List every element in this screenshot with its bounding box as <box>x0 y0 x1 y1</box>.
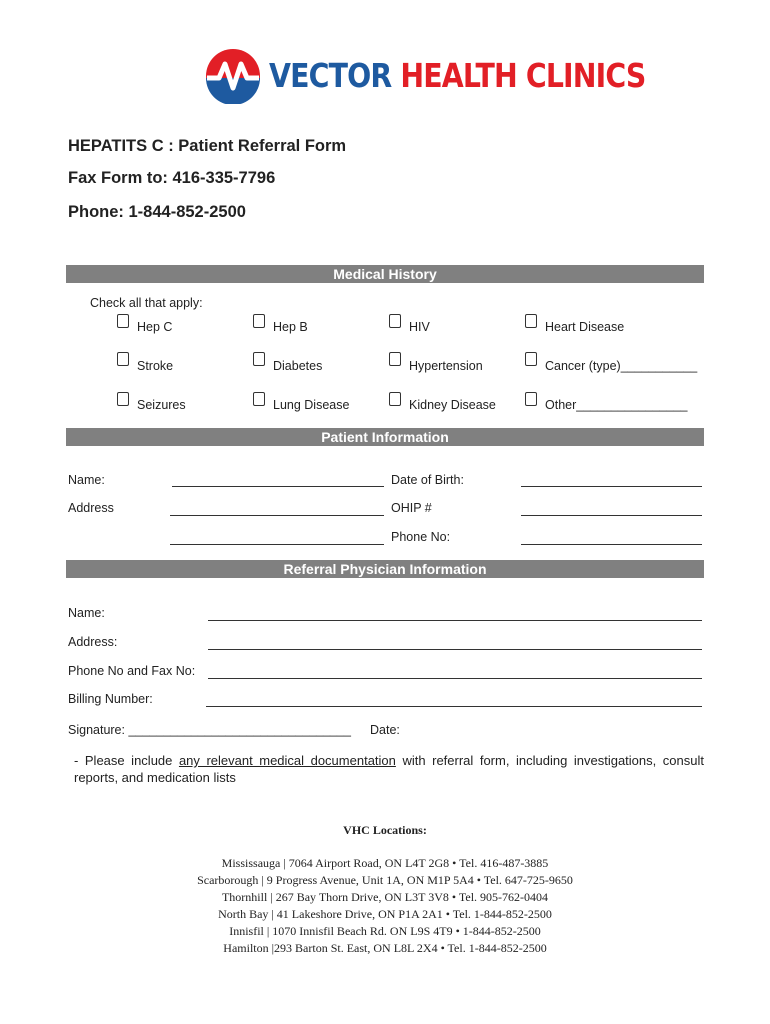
checkbox-label: Hep C <box>137 320 173 334</box>
checkbox-label: Cancer (type)___________ <box>545 359 698 373</box>
billing-number-label: Billing Number: <box>68 692 153 706</box>
signature-label: Signature: ________________________________ <box>68 723 351 737</box>
checkbox-label: Hep B <box>273 320 308 334</box>
documentation-note <box>74 752 704 786</box>
logo-wordmark <box>269 56 645 95</box>
patient-address-label: Address <box>68 501 114 515</box>
note-underlined-text: any relevant medical documentation <box>178 753 396 768</box>
physician-address-field[interactable] <box>208 649 702 650</box>
checkbox-label: Kidney Disease <box>409 398 496 412</box>
checkbox-label: Stroke <box>137 359 174 373</box>
referral-physician-heading: Referral Physician Information <box>66 560 704 578</box>
locations-title: VHC Locations: <box>343 823 427 837</box>
checkbox-label: Seizures <box>137 398 186 412</box>
checkbox-seizures[interactable] <box>117 392 129 406</box>
phone-number: Phone: 1-844-852-2500 <box>68 203 246 221</box>
patient-address-field[interactable] <box>170 515 384 516</box>
location-line: Scarborough | 9 Progress Avenue, Unit 1A, ON M1P 5A4 • Tel. 647-725-9650 <box>197 873 573 887</box>
checkbox-label: HIV <box>409 320 430 334</box>
checkbox-hiv[interactable] <box>389 314 401 328</box>
patient-ohip-field[interactable] <box>521 515 702 516</box>
checkbox-hypertension[interactable] <box>389 352 401 366</box>
checkbox-hep-c[interactable] <box>117 314 129 328</box>
patient-phone-label: Phone No: <box>391 530 451 544</box>
checkbox-lung-disease[interactable] <box>253 392 265 406</box>
checkbox-other[interactable] <box>525 392 537 406</box>
physician-phone-fax-field[interactable] <box>208 678 702 679</box>
checkbox-diabetes[interactable] <box>253 352 265 366</box>
checkbox-hep-b[interactable] <box>253 314 265 328</box>
physician-address-label: Address: <box>68 635 118 649</box>
patient-dob-field[interactable] <box>521 486 702 487</box>
checkbox-cancer[interactable] <box>525 352 537 366</box>
date-label: Date: <box>370 723 400 737</box>
patient-phone-field[interactable] <box>521 544 702 545</box>
check-all-instruction: Check all that apply: <box>90 296 203 310</box>
patient-address-line-2-field[interactable] <box>170 544 384 545</box>
checkbox-kidney-disease[interactable] <box>389 392 401 406</box>
location-line: North Bay | 41 Lakeshore Drive, ON P1A 2A1 • Tel. 1-844-852-2500 <box>218 907 552 921</box>
logo-word-health-clinics: HEALTH CLINICS <box>400 56 646 95</box>
checkbox-label: Other________________ <box>545 398 688 412</box>
location-line: Hamilton |293 Barton St. East, ON L8L 2X4 • Tel. 1-844-852-2500 <box>223 941 547 955</box>
checkbox-stroke[interactable] <box>117 352 129 366</box>
medical-history-heading: Medical History <box>66 265 704 283</box>
patient-ohip-label: OHIP # <box>391 501 432 515</box>
checkbox-label: Heart Disease <box>545 320 625 334</box>
vector-health-clinics-logo <box>205 48 646 110</box>
location-line: Thornhill | 267 Bay Thorn Drive, ON L3T 3V8 • Tel. 905-762-0404 <box>221 890 549 904</box>
note-prefix: - Please include <box>74 753 179 768</box>
patient-name-label: Name: <box>68 473 105 487</box>
heartbeat-logo-icon <box>205 48 261 104</box>
logo-word-vector: VECTOR <box>269 56 392 95</box>
location-line: Innisfil | 1070 Innisfil Beach Rd. ON L9S 4T9 • 1-844-852-2500 <box>229 924 541 938</box>
fax-number: Fax Form to: 416-335-7796 <box>68 169 276 187</box>
physician-phone-fax-label: Phone No and Fax No: <box>68 664 196 678</box>
patient-name-field[interactable] <box>172 486 384 487</box>
physician-name-label: Name: <box>68 606 105 620</box>
location-line: Mississauga | 7064 Airport Road, ON L4T 2G8 • Tel. 416-487-3885 <box>221 856 549 870</box>
checkbox-label: Hypertension <box>409 359 483 373</box>
checkbox-label: Lung Disease <box>273 398 350 412</box>
checkbox-label: Diabetes <box>273 359 323 373</box>
form-title: HEPATITS C : Patient Referral Form <box>68 137 347 155</box>
patient-information-heading: Patient Information <box>66 428 704 446</box>
note-suffix: with referral form, including investigations, consult reports, and medication lists <box>74 753 704 785</box>
physician-name-field[interactable] <box>208 620 702 621</box>
billing-number-field[interactable] <box>206 706 702 707</box>
checkbox-heart-disease[interactable] <box>525 314 537 328</box>
patient-dob-label: Date of Birth: <box>391 473 464 487</box>
